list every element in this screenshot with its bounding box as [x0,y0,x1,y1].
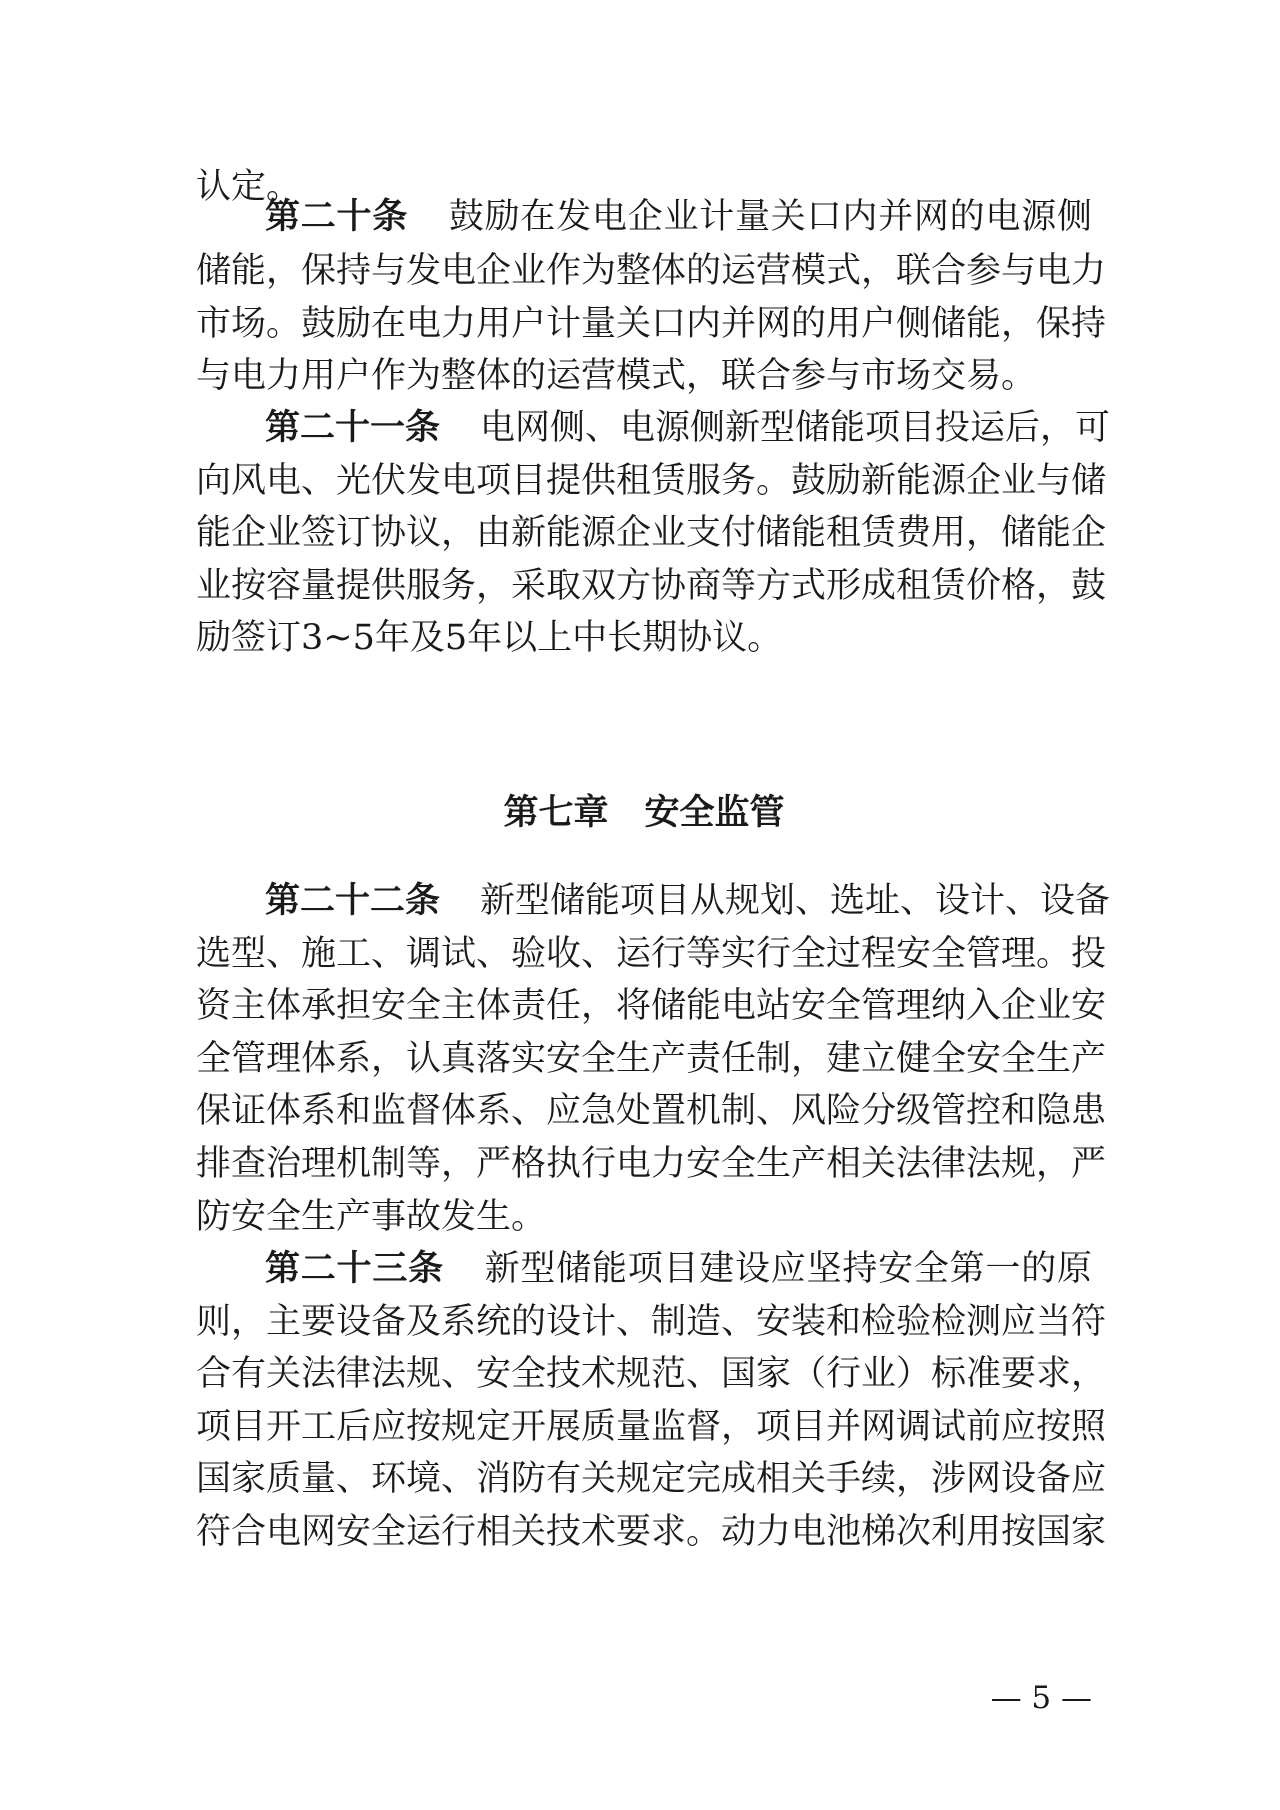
paragraph-line: 符合电网安全运行相关技术要求。动力电池梯次利用按国家 [196,1512,1107,1552]
paragraph-line: 与电力用户作为整体的运营模式，联合参与市场交易。 [196,356,1037,396]
paragraph-line: 市场。鼓励在电力用户计量关口内并网的用户侧储能，保持 [196,304,1107,344]
paragraph-line: 储能，保持与发电企业作为整体的运营模式，联合参与电力 [196,251,1107,291]
paragraph-line: 保证体系和监督体系、应急处置机制、风险分级管控和隐患 [196,1091,1107,1131]
paragraph-line: 国家质量、环境、消防有关规定完成相关手续，涉网设备应 [196,1459,1107,1499]
article-20-title: 第二十条 [265,197,409,237]
article-20-text: 鼓励在发电企业计量关口内并网的电源侧 [448,197,1092,237]
paragraph-line: 认定。 [196,167,302,207]
article-21-title: 第二十一条 [265,408,441,448]
paragraph-line: 能企业签订协议，由新能源企业支付储能租赁费用，储能企 [196,513,1107,553]
paragraph-line: 向风电、光伏发电项目提供租赁服务。鼓励新能源企业与储 [196,461,1107,501]
paragraph-line: 防安全生产事故发生。 [196,1197,547,1237]
paragraph-line: 选型、施工、调试、验收、运行等实行全过程安全管理。投 [196,934,1107,974]
article-23-title: 第二十三条 [265,1249,444,1289]
article-23-text: 新型储能项目建设应坚持安全第一的原 [483,1249,1092,1289]
page-number: — 5 — [990,1680,1092,1716]
chapter-title: 安全监管 [644,793,785,833]
paragraph-line: 则，主要设备及系统的设计、制造、安装和检验检测应当符 [196,1302,1107,1342]
article-21-first-line [265,398,1111,458]
paragraph-line: 业按容量提供服务，采取双方协商等方式形成租赁价格，鼓 [196,566,1107,606]
article-21-text: 电网侧、电源侧新型储能项目投运后，可 [480,408,1111,448]
article-23-first-line [265,1239,1092,1299]
paragraph-line: 项目开工后应按规定开展质量监督，项目并网调试前应按照 [196,1407,1107,1447]
paragraph-line: 全管理体系，认真落实安全生产责任制，建立健全安全生产 [196,1039,1107,1079]
chapter-heading [196,783,1092,843]
article-20-first-line [265,187,1092,247]
chapter-number: 第七章 [503,793,609,833]
article-22-first-line [265,871,1111,931]
article-22-title: 第二十二条 [265,881,441,921]
article-22-text: 新型储能项目从规划、选址、设计、设备 [480,881,1111,921]
paragraph-line: 励签订3~5年及5年以上中长期协议。 [196,618,783,658]
paragraph-line: 合有关法律法规、安全技术规范、国家（行业）标准要求， [196,1354,1107,1394]
paragraph-line: 资主体承担安全主体责任，将储能电站安全管理纳入企业安 [196,986,1107,1026]
paragraph-line: 排查治理机制等，严格执行电力安全生产相关法律法规，严 [196,1144,1107,1184]
